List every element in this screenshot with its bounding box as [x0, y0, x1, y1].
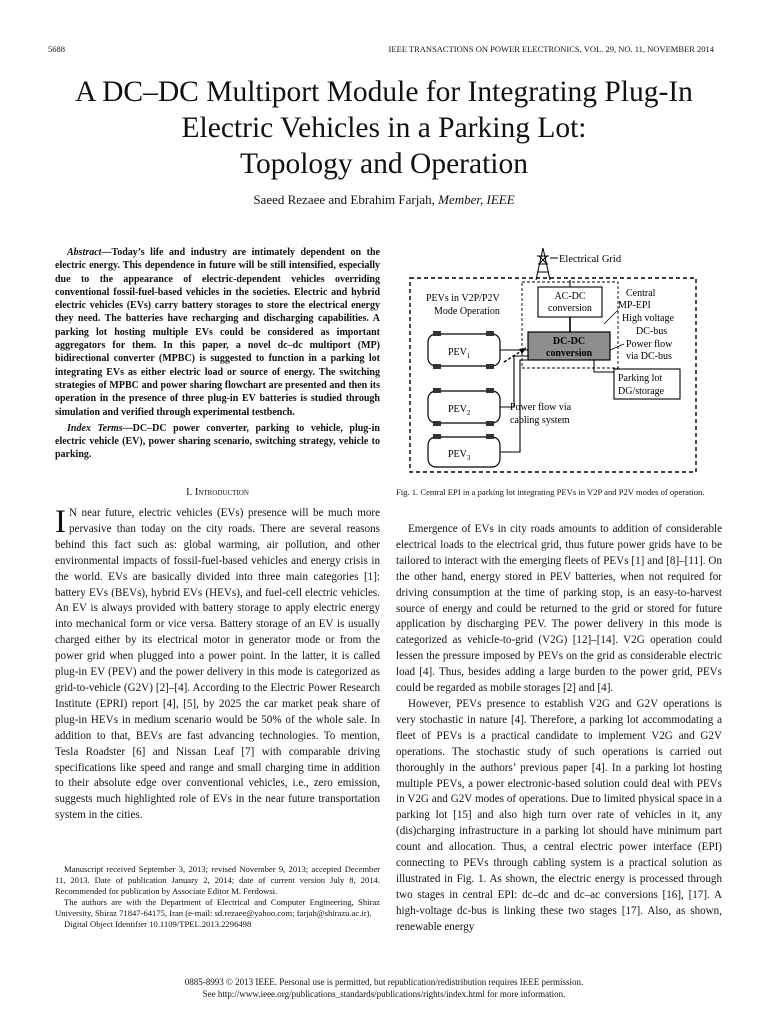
- mpepi-label: MP-EPI: [618, 300, 651, 311]
- intro-paragraph: [55, 506, 380, 824]
- footnote-affiliation: The authors are with the Department of Electrical and Computer Engineering, Shiraz University, Shiraz 71847-64175, Iran (e-mail: sd.rezaee@yahoo.com; farjah@shirazu.ac.ir).: [55, 897, 380, 919]
- dcbus-label: DC-bus: [636, 326, 668, 337]
- pev-car-icon: [428, 434, 500, 467]
- svg-text:PEV3: $PEV_3$: [448, 449, 471, 462]
- paper-title: [30, 74, 738, 182]
- footnote-doi: Digital Object Identifier 10.1109/TPEL.2013.2296498: [64, 919, 252, 930]
- hv-label: High voltage: [622, 313, 674, 324]
- pev-car-icon: [428, 388, 500, 426]
- index-terms-label: Index Terms: [67, 422, 123, 434]
- abstract-label: Abstract: [67, 247, 102, 258]
- svg-text:PEV1: $PEV_1$: [448, 347, 471, 360]
- author-names: Saeed Rezaee and Ebrahim Farjah,: [253, 192, 435, 207]
- parking-lot-label: DG/storage: [618, 386, 665, 397]
- journal-header: IEEE TRANSACTIONS ON POWER ELECTRONICS, VOL. 29, NO. 11, NOVEMBER 2014: [388, 44, 714, 54]
- footnote-manuscript: Manuscript received September 3, 2013; revised November 9, 2013; accepted December 11, 2013. Date of publication January 2, 2014; date of current version July 8, 2014. Recommended for publication by Associate Editor M. Ferdowsi.: [55, 864, 380, 897]
- page-number: 5688: [48, 44, 65, 54]
- drop-cap: I: [55, 504, 66, 540]
- pev-car-icon: [428, 331, 500, 369]
- rights-line: See http://www.ieee.org/publications_standards/publications/rights/index.html for more information.: [202, 989, 566, 999]
- title-line: Electric Vehicles in a Parking Lot:: [181, 112, 587, 144]
- copyright-line: 0885-8993 © 2013 IEEE. Personal use is permitted, but republication/redistribution requires IEEE permission.: [184, 977, 584, 987]
- cabling-label: cabling system: [510, 415, 570, 426]
- footnote: [55, 864, 380, 931]
- copyright-notice: [30, 976, 738, 1000]
- cabling-label: Power flow via: [510, 402, 572, 413]
- intro-text: N near future, electric vehicles (EVs) presence will be much more pervasive than today on the city roads. There are several reasons behind this fact such as: global warming, air pollution, and other environmental impacts of fossil-fuel-based vehicles and energy crisis in the world. EVs are basically divided into three main categories [1]: battery EVs (BEVs), hybrid EVs (HEVs), and fuel-cell electric vehicles. An EV is always provided with battery storage to apply electric energy into mechanical form or vice versa. Battery storage of an EV is usually charged either by its electrical motor in generator mode or from the power grid when plugged into a power point. In the latter, it is called plug-in EV (PEV) and the power delivery in this mode is categorized as grid-to-vehicle (G2V) [2]–[4]. According to the Electric Power Research Institute (EPRI) report [4], [5], by 2025 the car market peak share of plug-in HEVs in medium scenario would be 50% of the whole sale. In addition to that, BEVs are fast advancing technologies. To mention, Tesla Roadster [6] and Nissan Leaf [7] with comparable driving specifications like speed and range and small charging time in addition to their absolute edge over conventional vehicles, i.e., zero emission, suggests much highlighted role of EVs in the near future transportation system in the cities.: [55, 507, 380, 822]
- parking-lot-label: Parking lot: [618, 373, 663, 384]
- abstract-text: —Today’s life and industry are intimately dependent on the electric energy. This dependence in future will be still intensified, especially due to the appearance of electric-dependent vehicles overriding conventional fossil-fuel-based vehicles in the societies. Electric and hybrid electric vehicles (EVs) carry battery storages to store the electrical energy they need. The batteries have recharging and discharging capabilities. A parking lot hosting multiple EVs could be considered as important aggregators for them. In this paper, a novel dc–dc multiport (MP) bidirectional converter (MPBC) is suggested to function in a parking lot integrating EVs as either electric load or source of energy. The switching strategies of MPBC and power sharing flowchart are presented and then its operation in the presence of three plug-in EV batteries is studied through simulation and verified through experimental testbench.: [55, 247, 380, 418]
- pevs-label: PEVs in V2P/P2V: [426, 293, 500, 304]
- acdc-label: conversion: [548, 303, 592, 314]
- right-column: [396, 522, 722, 936]
- dcdc-label: conversion: [545, 348, 593, 359]
- figure-1: [404, 244, 704, 481]
- index-terms-text: —DC–DC power converter, parking to vehicle, plug-in electric vehicle (EV), power sharing scenario, switching strategy, vehicle to parking.: [55, 422, 380, 461]
- figure-caption: Fig. 1. Central EPI in a parking lot integrating PEVs in V2P and P2V modes of operation.: [396, 487, 705, 497]
- powerflow-label: via DC-bus: [626, 351, 672, 362]
- paragraph: However, PEVs presence to establish V2G and G2V operations is very stochastic in nature [4]. Therefore, a parking lot accommodating a fleet of PEVs is a practical candidate to implement V2G and G2V operations. The stochastic study of such operations is carried out thoroughly in the authors’ previous paper [4]. In a parking lot hosting multiple PEVs, a power electronic-based solution could deal with PEVs in V2G and G2V modes of operations. Due to limited physical space in a parking lot [15] and also high turn over rate of vehicles in it, any (dis)charging infrastructure in a parking lot should have minimum part count and allocation. Thus, a central electric power interface (EPI) connecting to PEVs through cabling system is a practical solution as illustrated in Fig. 1. As shown, the electric energy is processed through two stages in central EPI: dc–dc and dc–ac conversions [16], [17]. A high-voltage dc-bus is linking these two stages [17]. Also, as shown, renewable energy: [396, 697, 722, 933]
- dcdc-label: DC-DC: [552, 336, 586, 347]
- powerflow-label: Power flow: [626, 339, 673, 350]
- acdc-label: AC-DC: [554, 291, 586, 302]
- abstract: [55, 246, 380, 462]
- central-label: Central: [626, 288, 656, 299]
- grid-label: Electrical Grid: [559, 254, 622, 265]
- transmission-tower-icon: [536, 248, 550, 280]
- authors: [30, 192, 738, 208]
- paragraph: Emergence of EVs in city roads amounts to addition of considerable electrical loads to the electrical grid, thus future power grids have to be tailored to interact with the emerging fleets of PEVs [1] and [8]–[11]. On the other hand, energy stored in PEV batteries, when not required for driving consumption at the time of parking stop, is an easy-to-harvest source of energy and could be returned to the grid or stored for future application by discharging PEV. The power delivery in this mode is categorized as vehicle-to-grid (V2G) [12]–[14]. V2G operation could lessen the pressure imposed by PEVs on the grid as considerable electric load [4]. Thus, besides adding a large burden to the power grid, PEVs could be regarded as mobile storages [2] and [4].: [396, 523, 722, 695]
- title-line: A DC–DC Multiport Module for Integrating Plug-In: [75, 76, 693, 108]
- title-line: Topology and Operation: [240, 148, 528, 180]
- svg-text:PEV2: $PEV_2$: [448, 404, 471, 417]
- figure-diagram: [404, 244, 704, 476]
- section-heading: I. Introduction: [186, 487, 249, 498]
- pevs-label: Mode Operation: [434, 306, 500, 317]
- author-membership: Member, IEEE: [438, 192, 515, 207]
